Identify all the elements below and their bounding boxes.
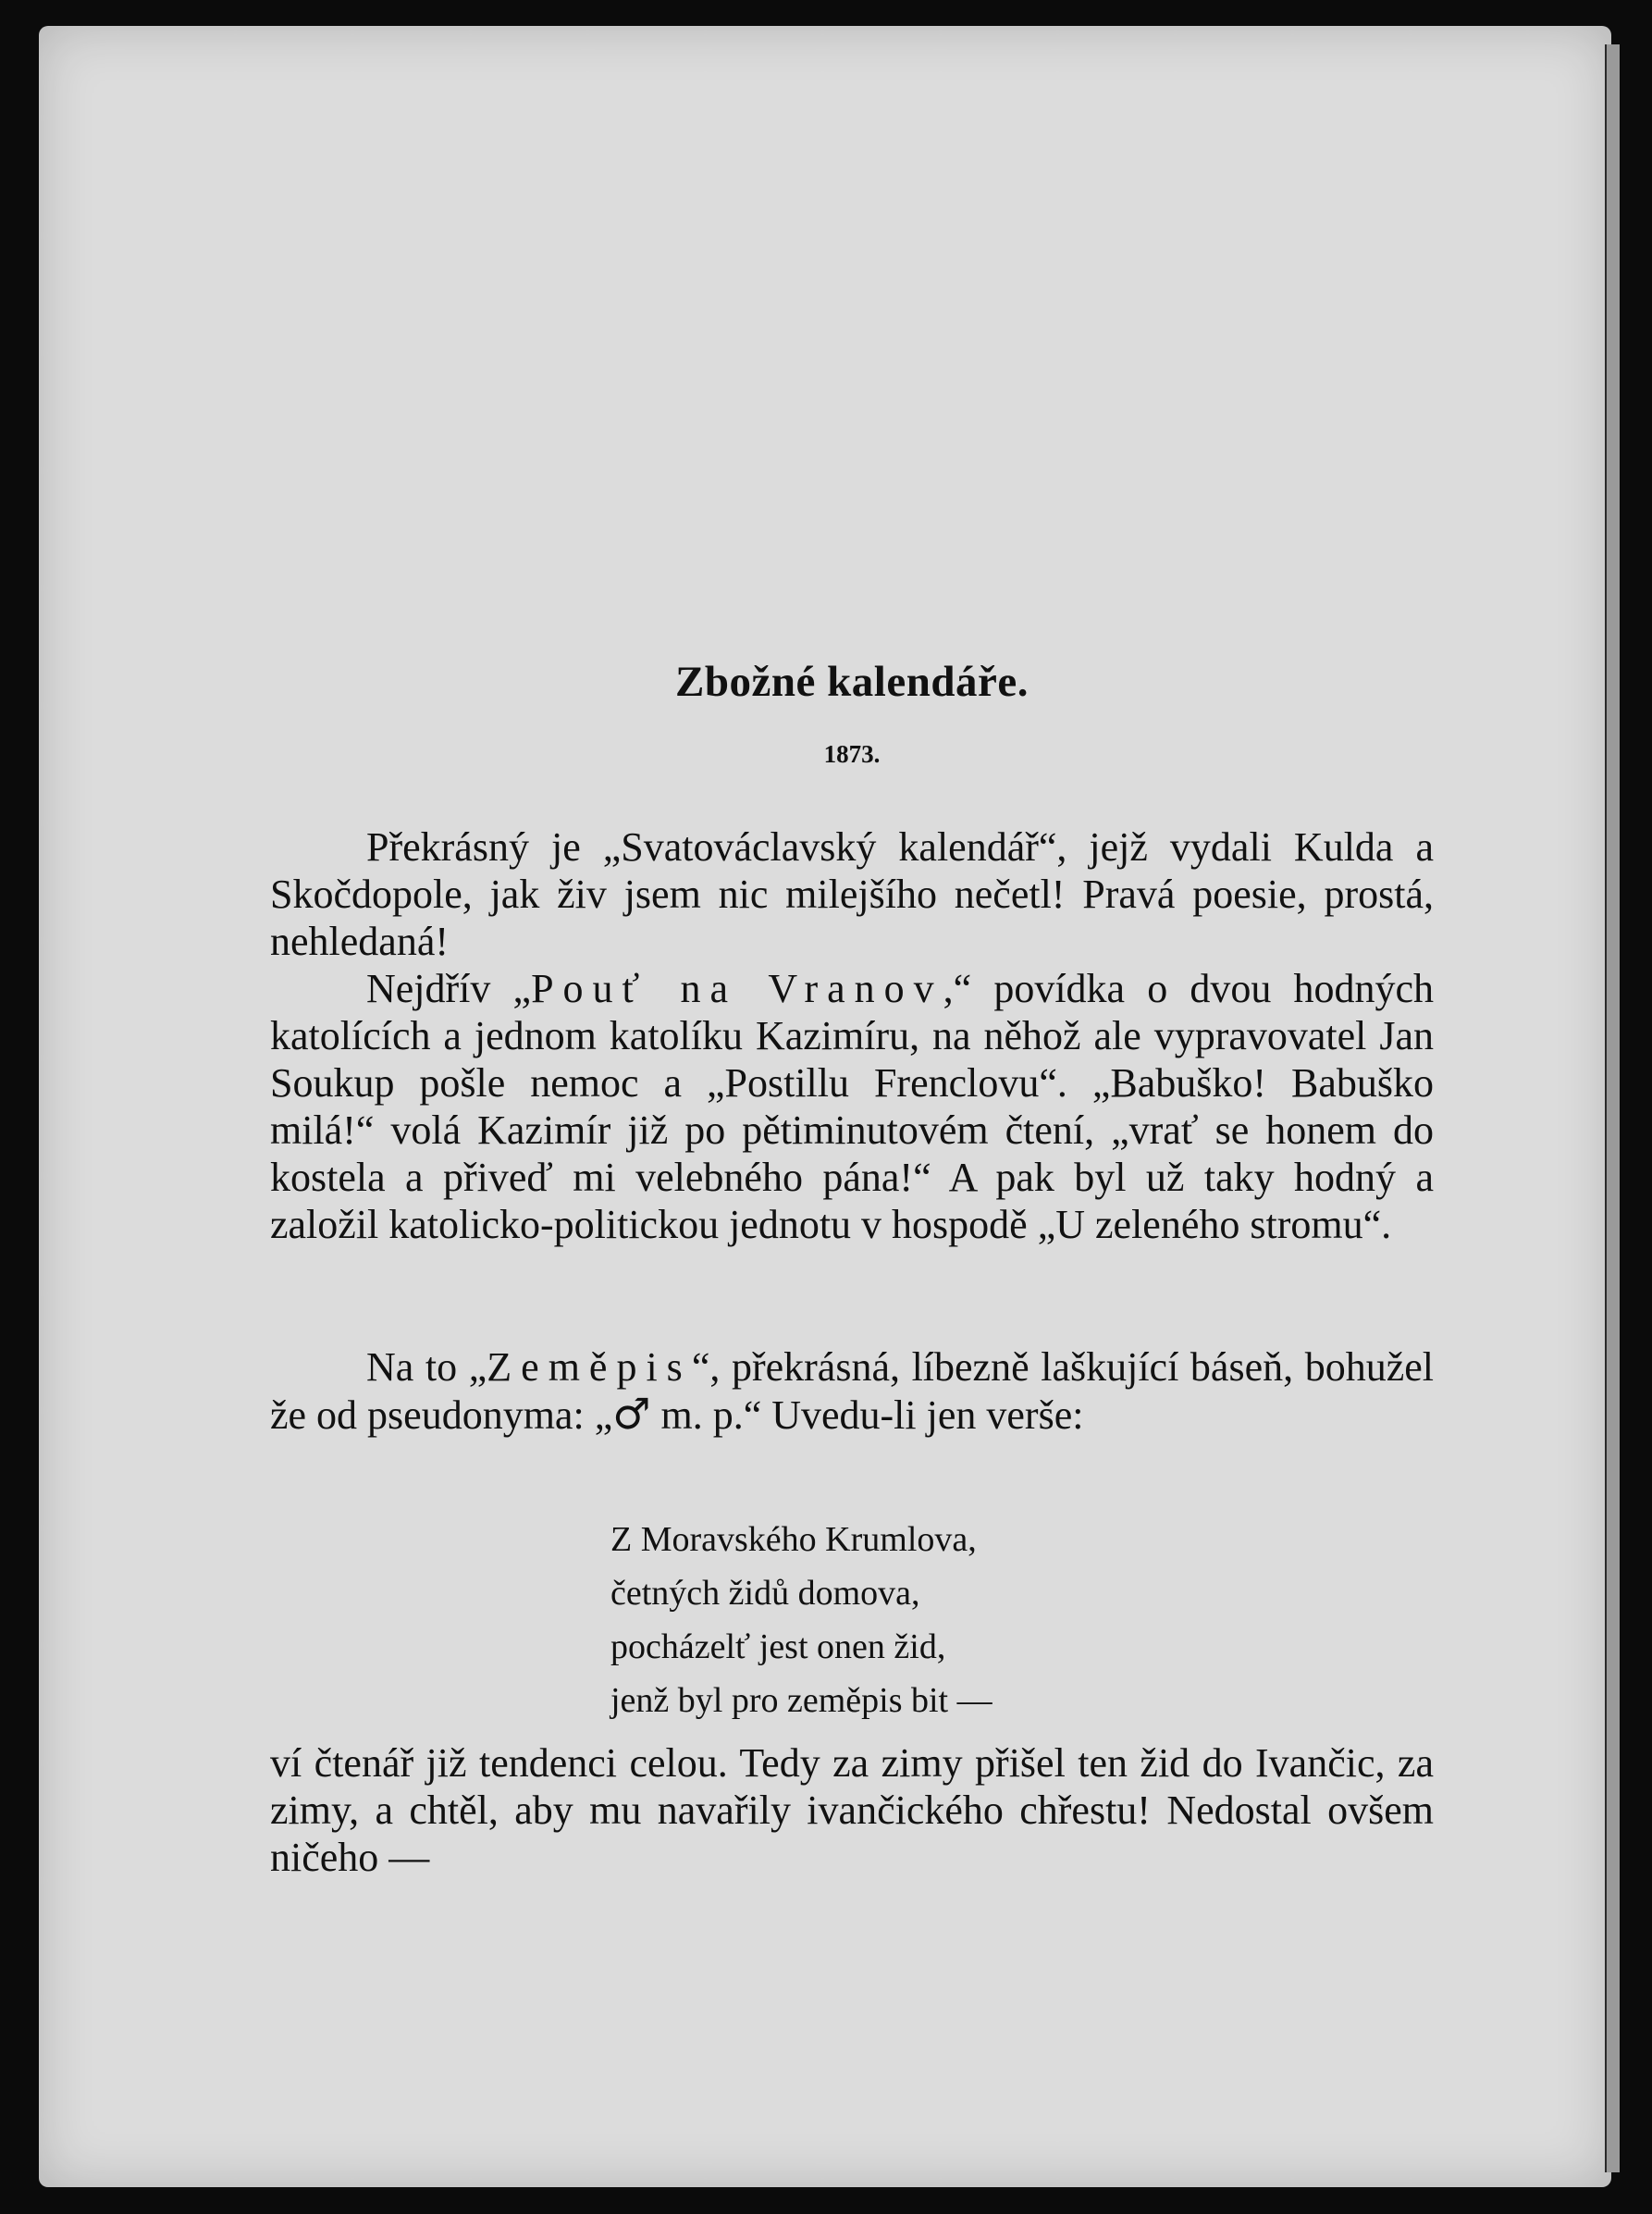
paragraph-4: ví čtenář již tendenci celou. Tedy za zimy přišel ten žid do Ivančic, za zimy, a chtěl, aby mu navařily ivančického chřestu! Nedostal ovšem ničeho — — [270, 1740, 1434, 1880]
verse-line: jenž byl pro zeměpis bit — — [610, 1681, 992, 1720]
poem-title: Zeměpis — [487, 1344, 692, 1390]
verse-block — [610, 1513, 992, 1727]
verse-line: četných židů domova, — [610, 1574, 920, 1613]
paragraph-2 — [270, 965, 1434, 1248]
paragraph-1: Překrásný je „Svatováclavský kalendář“, jejž vydali Kulda a Skočdopole, jak živ jsem nic milejšího nečetl! Pravá poesie, prostá, nehledaná! — [270, 824, 1434, 964]
paragraph-3-end: m. p.“ Uvedu-li jen verše: — [650, 1392, 1084, 1438]
verse-line: pocházelť jest onen žid, — [610, 1627, 946, 1666]
paragraph-3-start: Na to „ — [366, 1344, 487, 1390]
paragraph-2-rest: ,“ povídka o dvou hodných katolících a jednom katolíku Kazimíru, na něhož ale vypravovatel Jan Soukup pošle nemoc a „Postillu Frenclovu“. „Babuško! Babuško milá!“ volá Kazimír již po pětiminutovém čtení, „vrať se honem do kostela a přiveď mi velebného pána!“ A pak byl už taky hodný a založil katolicko-politickou jednotu v hospodě „U zeleného stromu“. — [270, 966, 1435, 1247]
paragraph-2-start: Nejdřív „ — [366, 966, 532, 1011]
paragraph-3 — [270, 1343, 1434, 1439]
verse-line: Z Moravského Krumlova, — [610, 1520, 977, 1559]
story-title: Pouť na Vranov — [531, 966, 943, 1011]
year-subtitle: 1873. — [823, 740, 881, 768]
page-title: Zbožné kalendáře. — [675, 658, 1029, 706]
page-edge — [1605, 44, 1620, 2172]
paragraph-3-middle: “, překrásná, líbezně laškující báseň, bohužel že od pseudonyma: „ — [270, 1344, 1434, 1438]
male-symbol: ♂ — [612, 1389, 651, 1439]
